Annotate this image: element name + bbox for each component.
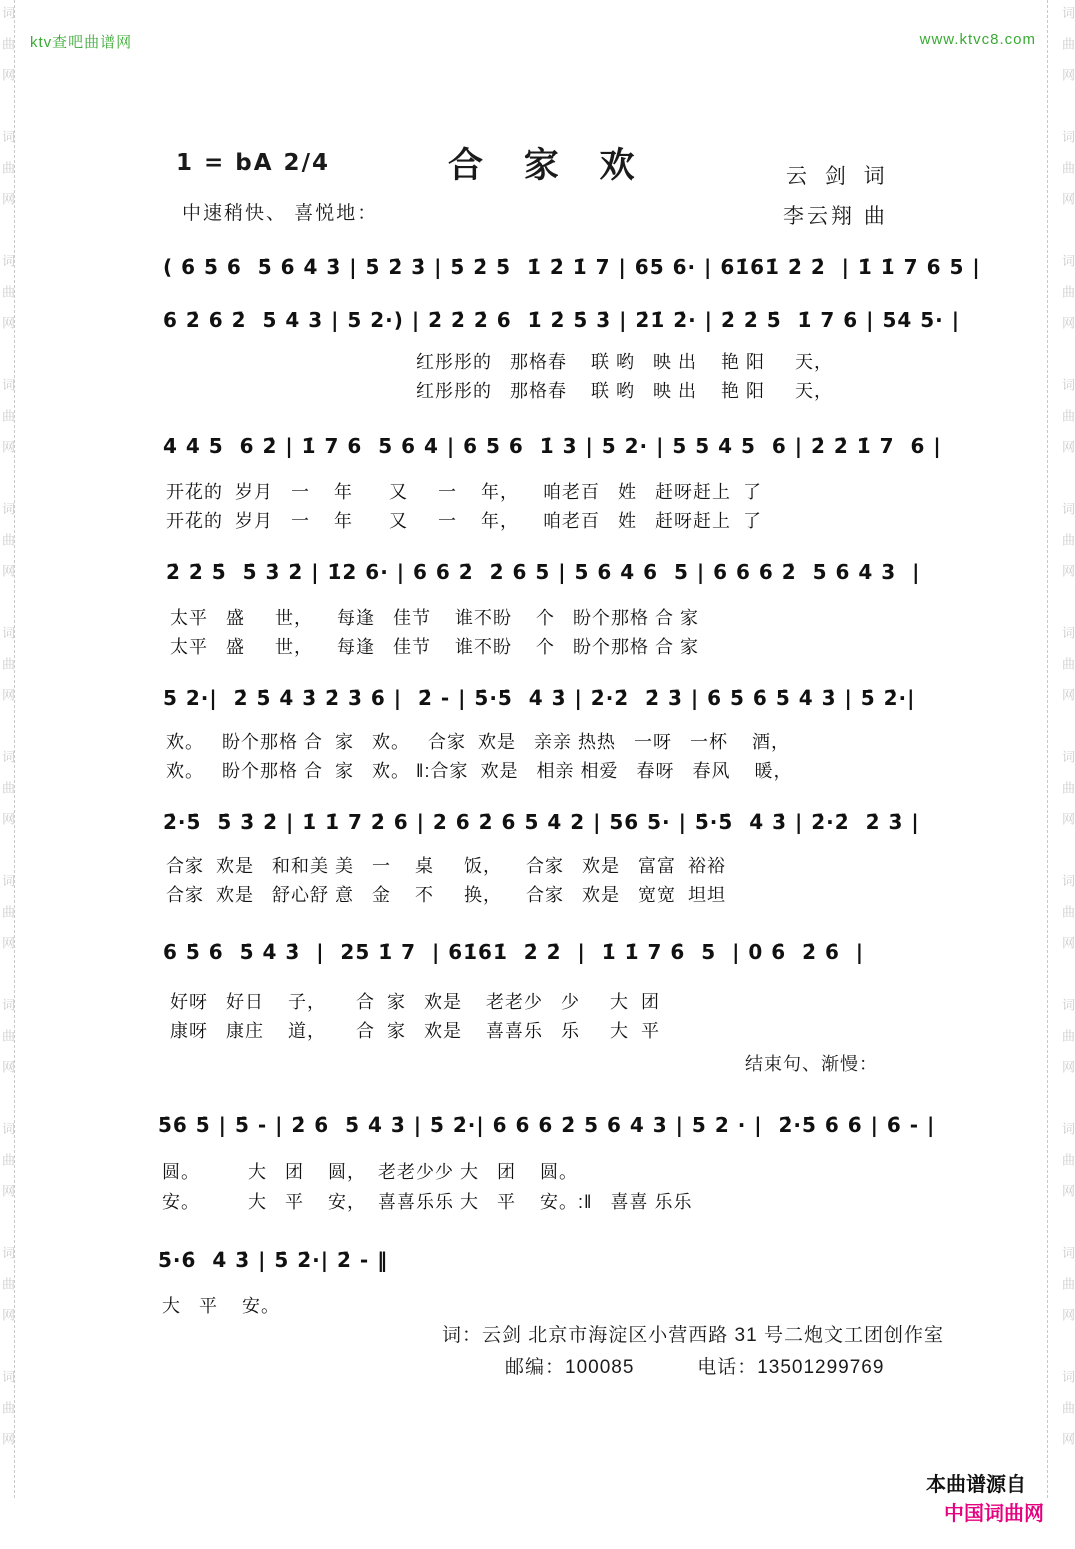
lyric-line-2b: 红彤彤的 那格春 联 哟 映 出 艳 阳 天，: [416, 381, 834, 401]
lyric-line-4b: 太平 盛 世， 每逢 佳节 谁不盼 个 盼个那格 合 家: [170, 637, 700, 657]
notation-line-6: 2̇·5̇ 5̇ 3̇ 2̇ | 1̇ 1̇ 7 2̇ 6 | 2 6 2̇ 6 5 4 2 | 56 5· | 5̇·5̇ 4̇ 3̇ | 2̇·2̇ 2̇ 3̇ |: [163, 810, 920, 834]
lyric-line-3b: 开花的 岁月 一 年 又 一 年， 咱老百 姓 赶呀赶上 了: [166, 511, 763, 531]
lyric-line-7a: 好呀 好日 子， 合 家 欢是 老老少 少 大 团: [170, 992, 661, 1012]
notation-line-4: 2̇ 2̇ 5̇ 5̇ 3̇ 2̇ | 1̇2 6· | 6 6 2̇ 2̇ 6 5 | 5 6 4 6 5 | 6 6 6 2̇ 5 6 4 3 |: [166, 560, 921, 584]
notation-line-7: 6 5̇ 6̇ 5̇ 4̇ 3̇ | 25 1̇ 7 | 61̇61̇ 2̇ 2̇ | 1̇ 1̇ 7 6̇ 5 | 0 6̇ 2̇ 6̇ |: [163, 940, 865, 964]
notation-line-5: 5 2·| 2̇ 5̇ 4̇ 3̇ 2̇ 3̇ 6̇ | 2̇ - | 5̇·5̇ 4̇ 3̇ | 2̇·2̇ 2̇ 3̇ | 6̇ 5̇ 6̇ 5̇ 4̇ 3̇ | 5̇ 2̇·|: [163, 686, 916, 710]
lyric-line-8a: 圆。 大 团 圆， 老老少少 大 团 圆。: [162, 1162, 579, 1182]
lyric-line-7b: 康呀 康庄 道， 合 家 欢是 喜喜乐 乐 大 平: [170, 1021, 661, 1041]
tempo-marking: 中速稍快、 喜悦地：: [182, 203, 379, 224]
lyric-line-6a: 合家 欢是 和和美 美 一 桌 饭， 合家 欢是 富富 裕裕: [166, 856, 727, 876]
lyric-line-3a: 开花的 岁月 一 年 又 一 年， 咱老百 姓 赶呀赶上 了: [166, 482, 763, 502]
composer-credit: 李云翔 曲: [783, 205, 888, 228]
site-link-right[interactable]: www.ktvc8.com: [919, 31, 1036, 48]
notation-line-2: 6 2̇ 6 2̇ 5 4 3 | 5 2·) | 2̇ 2̇ 2̇ 6 1̇ 2̇ 5̇ 3̇ | 2̇1̇ 2̇· | 2̇ 2̇ 5̇ 1̇ 7 6 | 54 5· |: [163, 308, 961, 332]
notation-line-8: 5̇6̇ 5̇ | 5̇ - | 2̇ 6̇ 5̇ 4̇ 3̇ | 5̇ 2̇·| 6 6 6 2̇ 5 6 4 3 | 5 2 · | 2̇·5̇ 6̇ 6̇ | 6̇ - |: [158, 1113, 936, 1137]
lyric-line-2a: 红彤彤的 那格春 联 哟 映 出 艳 阳 天，: [416, 352, 834, 372]
lyric-line-5a: 欢。 盼个那格 合 家 欢。 合家 欢是 亲亲 热热 一呀 一杯 酒，: [166, 732, 791, 752]
song-title: 合 家 欢: [448, 146, 651, 185]
watermark-column-left: 词曲网 词曲网 词曲网 词曲网 词曲网 词曲网 词曲网 词曲网 词曲网 词曲网 词曲网 词曲网: [0, 0, 15, 1498]
notation-line-3: 4 4 5 6 2̇ | 1̇ 7 6 5 6 4 | 6 5 6 1̇ 3 | 5 2· | 5 5 4 5 6 | 2̇ 2̇ 1̇ 7 6 |: [163, 434, 942, 458]
key-signature: 1 = bA 2/4: [176, 150, 330, 176]
watermark-column-right: 词曲网 词曲网 词曲网 词曲网 词曲网 词曲网 词曲网 词曲网 词曲网 词曲网 词曲网 词曲网: [1047, 0, 1074, 1498]
notation-line-1: ( 6̇ 5̇ 6̇ 5̇ 6̇ 4̇ 3̇ | 5̇ 2̇ 3̇ | 5̇ 2̇ 5̇ 1̇ 2̇ 1̇ 7 | 65 6· | 61̇61̇ 2̇ 2̇ | 1̇ 1̇ 7 6 5 |: [163, 255, 981, 279]
notation-line-9: 5̇·6̇ 4̇ 3̇ | 5̇ 2̇·| 2̇ - ‖: [158, 1248, 389, 1272]
lyric-line-4a: 太平 盛 世， 每逢 佳节 谁不盼 个 盼个那格 合 家: [170, 608, 700, 628]
lyricist-credit: 云 剑 词: [786, 165, 891, 188]
ending-annotation: 结束句、渐慢：: [745, 1054, 878, 1074]
lyric-line-6b: 合家 欢是 舒心舒 意 金 不 换， 合家 欢是 宽宽 坦坦: [166, 885, 727, 905]
lyric-line-8b: 安。 大 平 安， 喜喜乐乐 大 平 安。:‖ 喜喜 乐乐: [162, 1192, 693, 1212]
source-attribution: [904, 1445, 1044, 1549]
lyric-line-9a: 大 平 安。: [162, 1296, 281, 1316]
source-prefix: 本曲谱源自: [926, 1474, 1026, 1496]
site-link-left[interactable]: ktv查吧曲谱网: [30, 34, 133, 51]
contact-address: 词：云剑 北京市海淀区小营西路 31 号二炮文工团创作室: [442, 1325, 944, 1346]
contact-postal-phone: 邮编：100085 电话：13501299769: [505, 1357, 885, 1378]
lyric-line-5b: 欢。 盼个那格 合 家 欢。 ‖:合家 欢是 相亲 相爱 春呀 春风 暖，: [166, 761, 793, 781]
source-site-link[interactable]: 中国词曲网: [944, 1503, 1044, 1525]
